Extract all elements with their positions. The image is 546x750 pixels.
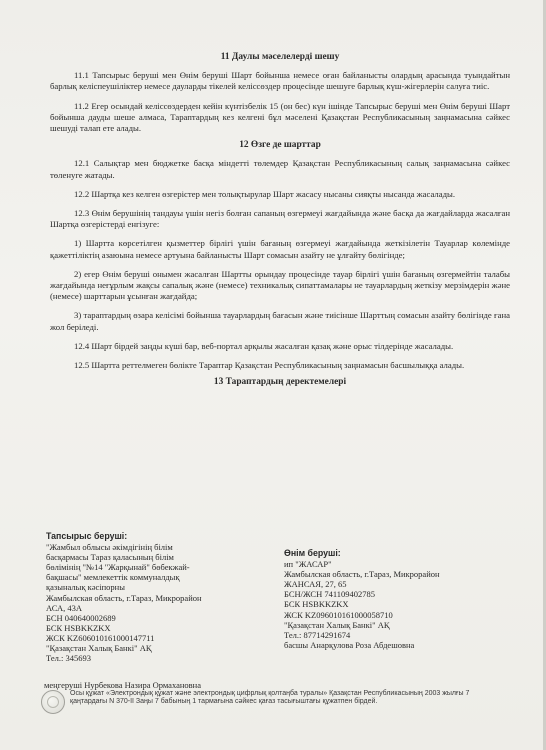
seal-icon bbox=[41, 690, 65, 714]
paragraph-12-1: 12.1 Салықтар мен бюджетке басқа міндетті төлемдер Қазақстан Республикасының салық заңнамасына сәйкес төленуге жатады. bbox=[50, 158, 510, 180]
supplier-line: басшы Анарқулова Роза Абдешовна bbox=[284, 639, 415, 650]
customer-line: Тел.: 345693 bbox=[46, 653, 91, 664]
contract-body bbox=[50, 52, 510, 395]
paragraph-12-4: 12.4 Шарт бірдей заңды күші бар, веб-портал арқылы жасалған қазақ және орыс тілдерінде жасалады. bbox=[74, 340, 454, 351]
paragraph-11-1: 11.1 Тапсырыс беруші мен Өнім беруші Шарт бойынша немесе оған байланысты олардың арасында туындайтын барлық келіспеушіліктер немесе дауларды тікелей келіссөздер процесінде шешуге барлық күш-жігерлерін салуға тиіс. bbox=[50, 70, 510, 92]
supplier-line: "Қазақстан Халық Банкі" АҚ bbox=[284, 619, 390, 630]
supplier-line: Тел.: 87714291674 bbox=[284, 629, 351, 640]
customer-line: БСК HSBKKZKX bbox=[46, 622, 111, 633]
customer-line: АСА, 43А bbox=[46, 602, 82, 613]
section-13-heading: 13 Тараптардың деректемелері bbox=[213, 377, 347, 388]
supplier-line: БСК HSBKKZKX bbox=[284, 599, 349, 610]
supplier-line: БСН/ЖСН 741109402785 bbox=[284, 589, 376, 600]
paragraph-12-3-item-1: 1) Шартта көрсетілген қызметтер бірлігі үшін бағаның өзгермеуі жағдайында жеткізілетін Тауарлар көлемінде қажеттіліктің азаюына немесе артуына байланысты Шарт сомасын азайту не ұлғайту бөлігінде; bbox=[50, 238, 510, 260]
customer-line: басқармасы Тараз қаласының білім bbox=[46, 552, 174, 563]
section-12-heading: 12 Өзге де шарттар bbox=[239, 140, 321, 151]
customer-line: ЖСК KZ606010161000147711 bbox=[46, 632, 155, 643]
supplier-line: Жамбылская область, г.Тараз, Микрорайон bbox=[284, 569, 440, 580]
customer-details bbox=[46, 531, 256, 663]
paragraph-12-5: 12.5 Шартта реттелмеген бөлікте Тараптар Қазақстан Республикасының заңнамасын басшылыққа алады. bbox=[74, 360, 465, 371]
e-document-notice: Осы құжат «Электрондық құжат және электрондық цифрлық қолтаңба туралы» Қазақстан Республикасының 2003 жылғы 7 қаңтардағы N 370-II Заңы 7 бабының 1 тармағына сәйкес қағаз тасығыштағы құжатпен бірдей. bbox=[70, 690, 470, 706]
document-footer bbox=[44, 680, 504, 706]
customer-line: қазыналық кәсіпорны bbox=[46, 582, 125, 593]
customer-line: бақшасы" мемлекеттік коммуналдық bbox=[46, 572, 180, 583]
supplier-line: ЖАНСАЯ, 27, 65 bbox=[284, 579, 347, 590]
section-11-heading: 11 Даулы мәселелерді шешу bbox=[220, 52, 340, 62]
paragraph-12-3-item-2: 2) егер Өнім беруші онымен жасалған Шартты орындау процесінде тауар бірлігі үшін бағаның өзгермейтін талабы жағдайында неғұрлым жақсы сапалық және (немесе) техникалық сипаттамалары не тауарлардың жеткізу мерзімдерін және (немесе) шарттарын ұсынған жағдайда; bbox=[50, 268, 510, 302]
customer-manager: меңгеруші Нурбекова Назира Ормахановна bbox=[44, 680, 202, 690]
customer-line: "Қазақстан Халық Банкі" АҚ bbox=[46, 643, 152, 654]
paragraph-12-3: 12.3 Өнім берушінің тандауы үшін негіз болған сапаның өзгермеуі жағдайында және басқа да жағдайларда жасалған Шартқа өзгерістерді енгізуге: bbox=[50, 208, 510, 230]
paragraph-12-3-item-3: 3) тараптардың өзара келісімі бойынша тауарлардың бағасын және тиісінше Шарттың сомасын азайту бөлігінде ғана жол беріледі. bbox=[50, 310, 510, 332]
paragraph-11-2: 11.2 Егер осындай келіссөздерден кейін күнтізбелік 15 (он бес) күн ішінде Тапсырыс беруші мен Өнім беруші Шарт бойынша дауды шеше алмаса, Тараптардың кез келгені бұл мәселені Қазақстан Республикасының заңнамасына сәйкес шешуді талап ете алады. bbox=[50, 100, 510, 134]
customer-line: "Жамбыл облысы әкімдігінің білім bbox=[46, 542, 173, 553]
customer-title: Тапсырыс беруші: bbox=[46, 531, 128, 541]
supplier-details bbox=[284, 548, 514, 650]
customer-line: бөлімінің "№14 "Жарқынай" бөбекжай- bbox=[46, 562, 190, 573]
supplier-title: Өнім беруші: bbox=[284, 548, 341, 558]
customer-line: БСН 040640002689 bbox=[46, 612, 116, 623]
customer-line: Жамбылская область, г.Тараз, Микрорайон bbox=[46, 592, 202, 603]
paragraph-12-2: 12.2 Шартқа кез келген өзгерістер мен толықтырулар Шарт жасасу нысаны сияқты нысанда жасалады. bbox=[74, 188, 456, 199]
supplier-line: ип "ЖАСАР" bbox=[284, 559, 332, 570]
supplier-line: ЖСК KZ096010161000058710 bbox=[284, 609, 393, 620]
